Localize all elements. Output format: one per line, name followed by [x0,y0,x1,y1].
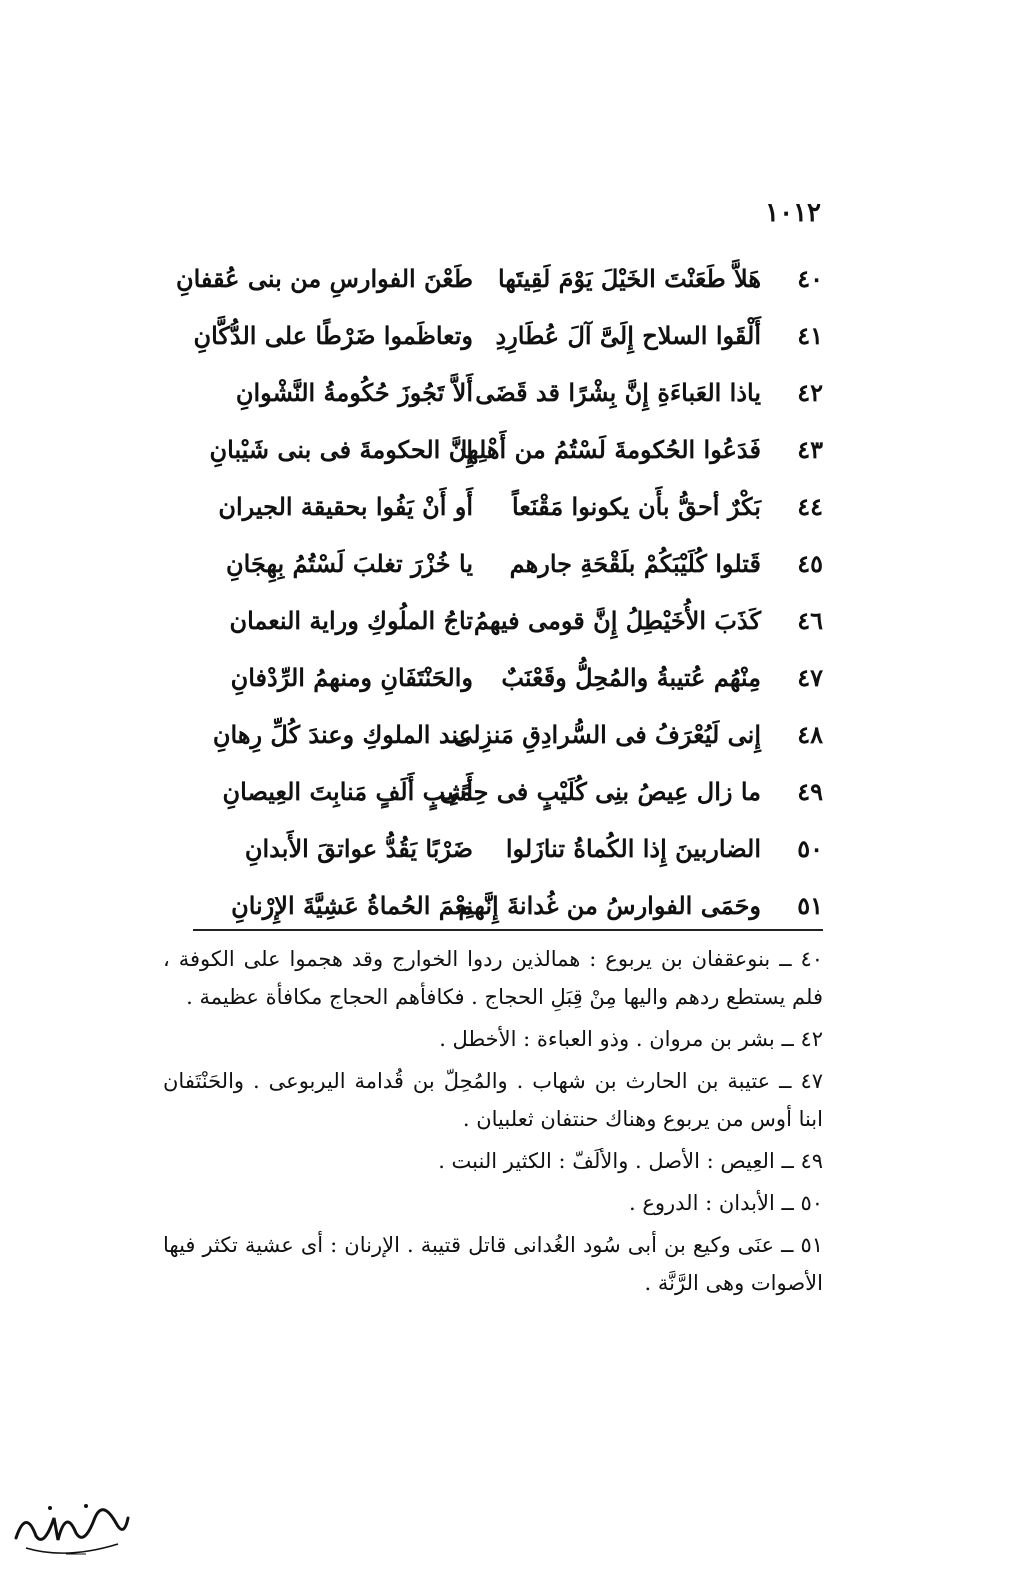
footnote-divider [193,929,823,931]
verse-second-hemistich: إِنَّ الحكومةَ فى بنى شَيْبانِ [209,435,473,464]
verse-second-hemistich: طَعْنَ الفوارسِ من بنى عُقفانِ [175,264,473,293]
footnotes [163,940,823,1306]
verse-number: ٤٣ [797,435,823,464]
verse-first-hemistich: كَذَبَ الأُخَيْطِلُ إِنَّ قومى فيهمُ [473,606,761,635]
footnote-49: ٤٩ ــ العِيص : الأصل . والألَفّ : الكثير النبت . [438,1149,823,1173]
verse-second-hemistich: أَو أَنْ يَفُوا بحقيقة الجيران [218,492,473,521]
verse-50 [173,820,823,877]
footnote-42: ٤٢ ــ بشر بن مروان . وذو العباءة : الأخطل . [439,1027,823,1051]
verse-40 [173,250,823,307]
verse-number: ٥٠ [797,834,823,863]
footnote-51: ٥١ ــ عنَى وكيع بن أبى سُود الغُدانى قاتل قتيبة . الإرنان : أى عشية تكثر فيها الأصوات وهى الرَّنَّة . [163,1233,823,1295]
verse-43 [173,421,823,478]
verse-second-hemistich: ضَرْبًا يَقُدُّ عواتقَ الأَبدانِ [244,834,473,863]
verse-number: ٤٧ [797,663,823,692]
verse-first-hemistich: ياذا العَباءَةِ إِنَّ بِشْرًا قد قَضَى [475,378,761,407]
verse-second-hemistich: وتعاظَموا ضَرْطًا على الدُّكَّانِ [193,321,473,350]
verse-first-hemistich: بَكْرٌ أحقُّ بأَن يكونوا مَقْنَعاً [512,492,761,521]
verse-second-hemistich: نِعْمَ الحُماةُ عَشِيَّةَ الإِرْنانِ [231,891,473,920]
verse-first-hemistich: وحَمَى الفوارسُ من غُدانةَ إِنَّهم [458,891,761,920]
library-stamp-logo [6,1478,136,1568]
verse-second-hemistich: أَلاَّ تَجُوزَ حُكُومةُ النَّشْوانِ [235,378,473,407]
verse-first-hemistich: الضاربينَ إِذا الكُماةُ تنازَلوا [505,834,761,863]
verse-number: ٤٢ [797,378,823,407]
verse-second-hemistich: والحَنْتَفَانِ ومنهمُ الرِّدْفانِ [230,663,473,692]
verse-number: ٤١ [797,321,823,350]
footnote-50: ٥٠ ــ الأبدان : الدروع . [629,1191,823,1215]
verse-45 [173,535,823,592]
footnote-40: ٤٠ ــ بنوعقفان بن يربوع : همالذين ردوا الخوارج وقد هجموا على الكوفة ، فلم يستطع ردهم واليها مِنْ قِبَلِ الحجاج . فكافأهم الحجاج مكافأة عظيمة . [163,947,823,1009]
verse-42 [173,364,823,421]
verse-first-hemistich: قَتلوا كُلَيْبَكُمْ بلَقْحَةِ جارهم [509,549,761,578]
calligraphy-logo-icon [6,1478,136,1568]
verse-number: ٥١ [797,891,823,920]
verse-first-hemistich: مِنْهُم عُتيبةُ والمُحِلُّ وقَعْنَبٌ [501,663,761,692]
verse-44 [173,478,823,535]
verse-number: ٤٦ [797,606,823,635]
verse-first-hemistich: أَلْقَوا السلاح إِلَىَّ آلَ عُطَارِدِ [495,321,761,350]
verse-first-hemistich: فَدَعُوا الحُكومةَ لَسْتُمُ من أَهْلِها [460,435,761,464]
verse-first-hemistich: إِنى لَيُعْرَفُ فى السُّرادِقِ مَنزِلى [453,720,761,749]
verse-first-hemistich: ما زال عِيصُ بنِى كُلَيْبٍ فى حِمًى [439,777,761,806]
footnote-47: ٤٧ ــ عتيبة بن الحارث بن شهاب . والمُحِلّ بن قُدامة اليربوعى . والحَنْتَفان ابنا أوس من يربوع وهناك حنتفان ثعلبيان . [163,1069,823,1131]
poem [173,250,823,934]
verse-number: ٤٠ [797,264,823,293]
page-number: ١٠١٢ [765,198,821,228]
verse-49 [173,763,823,820]
verse-number: ٤٨ [797,720,823,749]
verse-51 [173,877,823,934]
verse-second-hemistich: عند الملوكِ وعندَ كُلِّ رِهانِ [212,720,473,749]
verse-48 [173,706,823,763]
verse-first-hemistich: هَلاَّ طَعَنْتَ الخَيْلَ يَوْمَ لَقِيتَها [497,264,761,293]
verse-46 [173,592,823,649]
verse-41 [173,307,823,364]
verse-47 [173,649,823,706]
verse-number: ٤٤ [797,492,823,521]
verse-second-hemistich: تاجُ الملُوكِ وراية النعمان [229,606,473,635]
verse-number: ٤٩ [797,777,823,806]
verse-second-hemistich: يا خُزْرَ تغلبَ لَسْتُمُ بِهِجَانِ [226,549,473,578]
verse-number: ٤٥ [797,549,823,578]
verse-second-hemistich: أَشِبٍ أَلَفٍ مَنابِتَ العِيصانِ [222,777,473,806]
